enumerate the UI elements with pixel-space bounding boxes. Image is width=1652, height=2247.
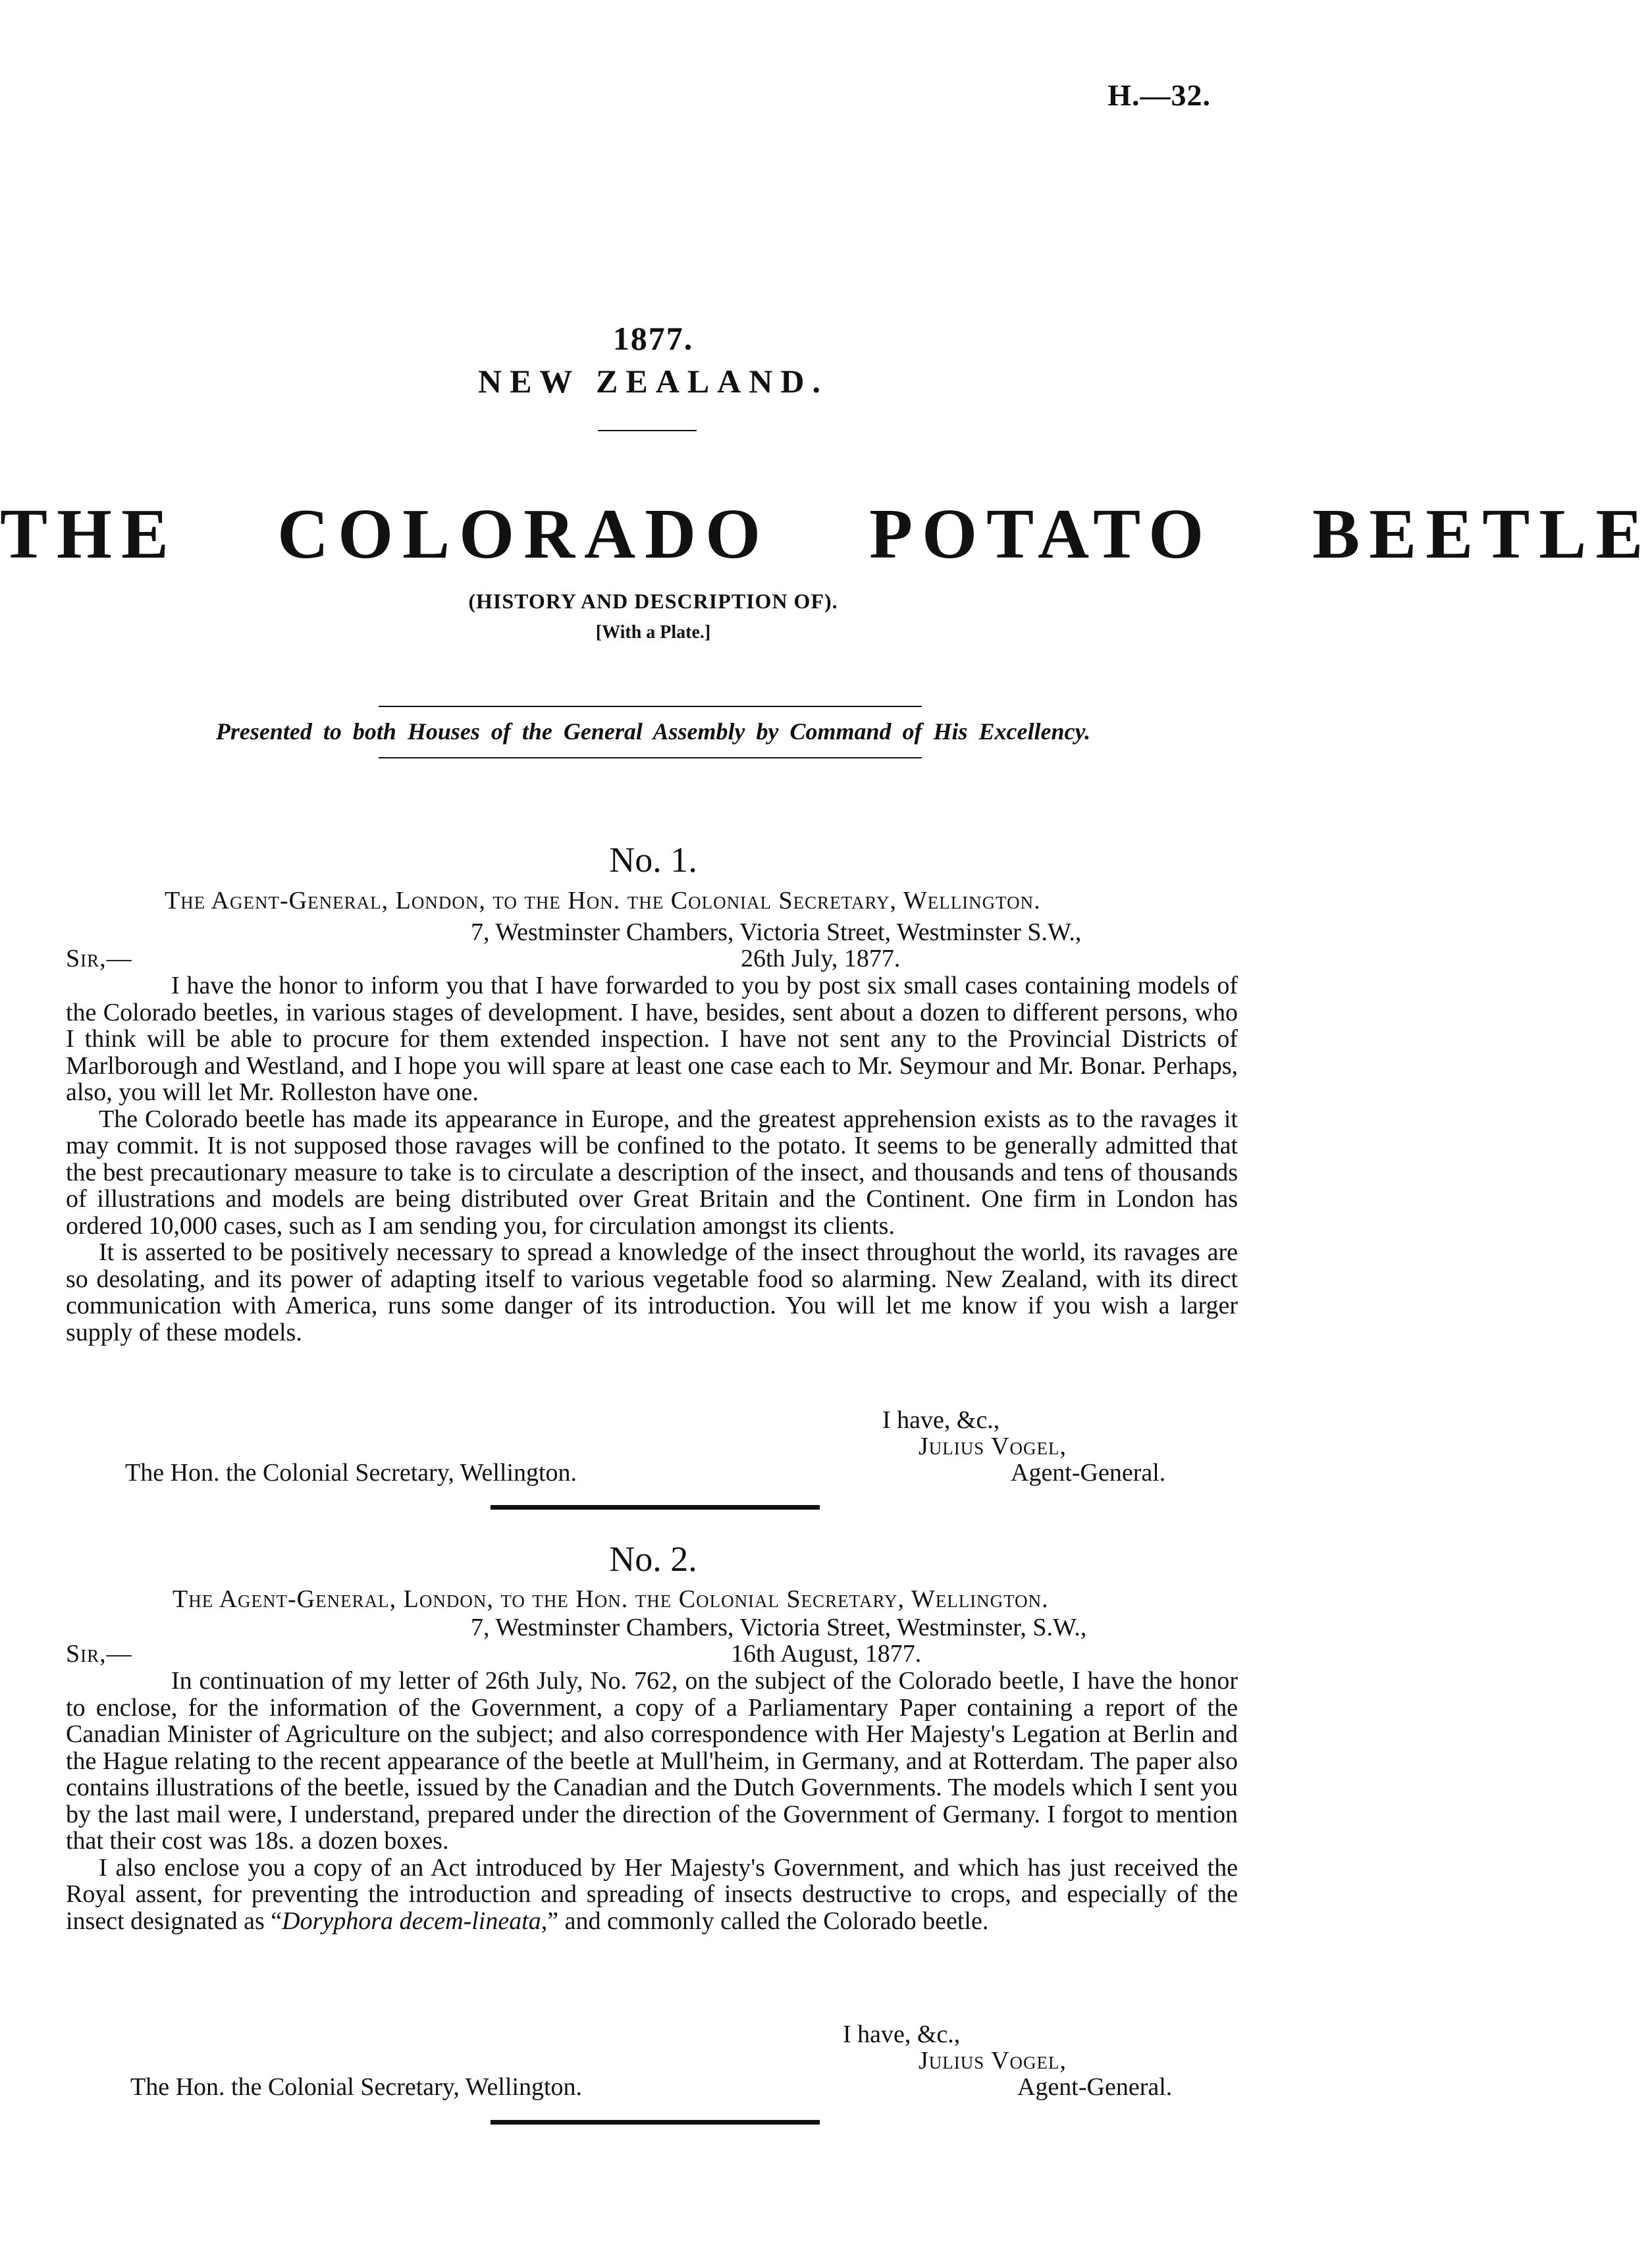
letter-2-paragraph [66,1855,1238,1935]
letter-1-salutation: Sir,— [66,945,132,972]
letter-1-number: No. 1. [609,840,697,880]
section-divider [491,2120,820,2125]
presented-line: Presented to both Houses of the General Assembly by Command of His Excellency. [215,718,1091,745]
letter-2-closing: I have, &c., [843,2021,961,2048]
plate-note: [With a Plate.] [595,622,711,643]
letter-1-signer-title: Agent-General. [1011,1459,1166,1487]
year: 1877. [612,320,694,357]
letter-2-signer-title: Agent-General. [1017,2073,1173,2101]
letter-1-paragraph: The Colorado beetle has made its appearance in Europe, and the greatest apprehension exists as to the ravages it may commit. It is not supposed those ravages will be confined to the potato. It seems to be generally admitted that the best precautionary measure to take is to circulate a description of the insect, and thousands and tens of thousands of illustrations and models are being distributed over Great Britain and the Continent. One firm in London has ordered 10,000 cases, such as I am sending you, for circulation amongst its clients. [66,1105,1238,1240]
section-divider [491,1505,820,1510]
letter-2-paragraph-text: ” and commonly called the Colorado beetle. [547,1907,989,1935]
document-reference: H.—32. [1107,78,1211,112]
letter-1-date: 26th July, 1877. [741,945,901,972]
presented-rule-bottom [379,757,922,758]
letter-2-number: No. 2. [609,1539,697,1579]
letter-2-address: 7, Westminster Chambers, Victoria Street, Westminster, S.W., [471,1614,1087,1641]
species-name: Doryphora decem-lineata, [282,1907,548,1935]
letter-2-signature: Julius Vogel, [919,2047,1067,2075]
letter-2-body [66,1668,1238,1934]
letter-1-closing: I have, &c., [882,1406,1000,1434]
letter-1-paragraph: It is asserted to be positively necessary to spread a knowledge of the insect throughout the world, its ravages are so desolating, and its power of adapting itself to various vegetable food so alarming. New Zealand, with its direct communication with America, runs some danger of its introduction. You will let me know if you wish a larger supply of these models. [66,1238,1238,1346]
document-title: THE COLORADO POTATO BEETLE [0,495,1652,573]
presented-rule-top [379,706,922,707]
letter-1-address: 7, Westminster Chambers, Victoria Street, Westminster S.W., [471,918,1082,946]
letter-2-date: 16th August, 1877. [731,1640,922,1668]
document-subtitle: (HISTORY AND DESCRIPTION OF). [468,589,838,613]
letter-1-paragraph: I have the honor to inform you that I have forwarded to you by post six small cases containing models of the Colorado beetles, in various stages of development. I have, besides, sent about a dozen to different persons, who I think will be able to procure for them extended inspection. I have not sent any to the Provincial Districts of Marlborough and Westland, and I hope you will spare at least one case each to Mr. Seymour and Mr. Bonar. Perhaps, also, you will let Mr. Rolleston have one. [66,972,1238,1106]
letter-1-from-to: The Agent-General, London, to the Hon. the Colonial Secretary, Wellington. [165,887,1041,914]
letter-2-salutation: Sir,— [66,1640,132,1668]
letter-1-body [66,972,1238,1346]
letter-1-signature: Julius Vogel, [919,1433,1067,1460]
letter-2-paragraph-text: I also enclose you a copy of an Act introduced by Her Majesty's Government, and which has just received the Royal assent, for preventing the introduction and spreading of insects destructive to crops, and especially of the insect designated as “ [66,1853,1238,1935]
title-divider [598,430,697,431]
country: NEW ZEALAND. [477,363,829,400]
letter-1-addressee: The Hon. the Colonial Secretary, Wellington. [125,1459,577,1487]
letter-2-from-to: The Agent-General, London, to the Hon. the Colonial Secretary, Wellington. [173,1585,1049,1613]
letter-2-paragraph: In continuation of my letter of 26th July, No. 762, on the subject of the Colorado beetle, I have the honor to enclose, for the information of the Government, a copy of a Parliamentary Paper containing a report of the Canadian Minister of Agriculture on the subject; and also correspondence with Her Majesty's Legation at Berlin and the Hague relating to the recent appearance of the beetle at Mull'heim, in Germany, and at Rotterdam. The paper also contains illustrations of the beetle, issued by the Canadian and the Dutch Governments. The models which I sent you by the last mail were, I understand, prepared under the direction of the Government of Germany. I forgot to mention that their cost was 18s. a dozen boxes. [66,1667,1238,1855]
letter-2-addressee: The Hon. the Colonial Secretary, Wellington. [130,2073,583,2101]
